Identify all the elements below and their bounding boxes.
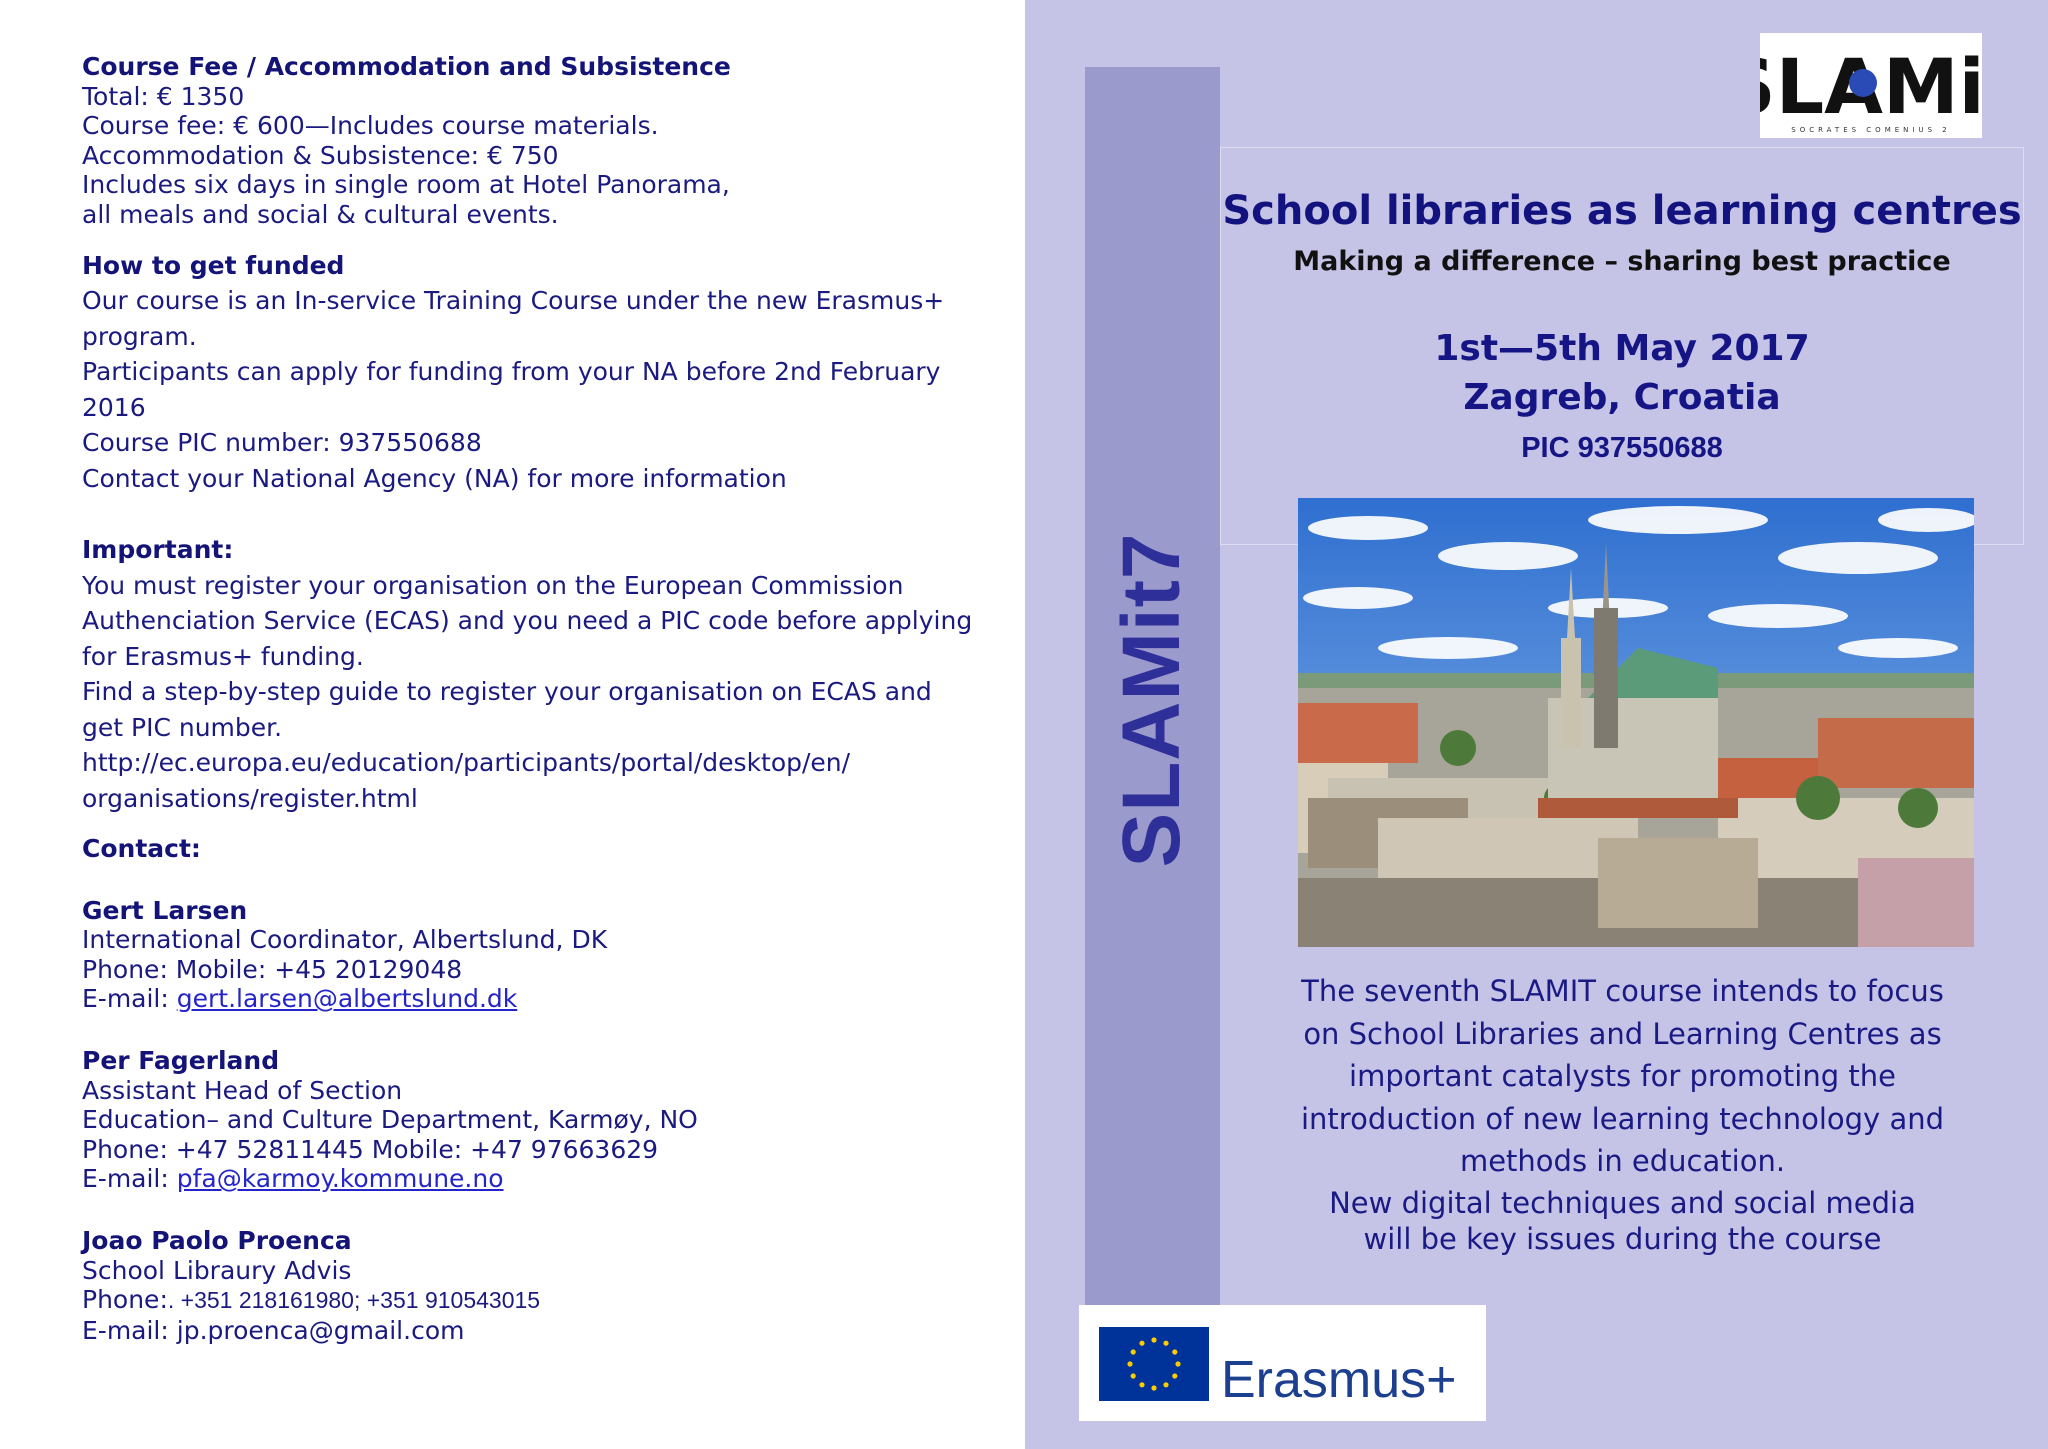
logo-tagline: SOCRATES COMENIUS 2 — [1791, 126, 1951, 134]
contact-heading: Contact: — [82, 834, 201, 864]
important-line: for Erasmus+ funding. — [82, 641, 364, 671]
erasmus-logo — [1079, 1305, 1486, 1421]
eu-star-icon — [1131, 1373, 1136, 1378]
ecas-url[interactable]: organisations/register.html — [82, 783, 418, 813]
funding-line: Contact your National Agency (NA) for more information — [82, 463, 787, 493]
contact-email-line: E-mail: jp.proenca@gmail.com — [82, 1315, 465, 1345]
fee-line: Accommodation & Subsistence: € 750 — [82, 140, 559, 170]
fee-line: all meals and social & cultural events. — [82, 199, 559, 229]
important-line: Find a step-by-step guide to register your organisation on ECAS and — [82, 677, 932, 707]
contact-name: Per Fagerland — [82, 1046, 280, 1076]
contact-card — [82, 896, 1002, 1014]
eu-star-icon — [1175, 1361, 1180, 1366]
eu-star-icon — [1151, 1337, 1156, 1342]
contact-email-row — [82, 984, 1002, 1014]
course-title: School libraries as learning centres — [1222, 188, 2022, 234]
fee-line: Includes six days in single room at Hotel Panorama, — [82, 170, 730, 200]
fee-line: Total: € 1350 — [82, 81, 245, 111]
slamit-logo — [1760, 33, 1982, 138]
description-line: will be key issues during the course — [1363, 1222, 1882, 1256]
pic-number: PIC 937550688 — [1521, 432, 1723, 464]
fee-heading: Course Fee / Accommodation and Subsistence — [82, 52, 731, 81]
contact-line: Assistant Head of Section — [82, 1075, 403, 1105]
eu-star-icon — [1151, 1385, 1156, 1390]
vertical-title: SLAMit7 — [1106, 532, 1197, 868]
zagreb-cathedral-photo — [1298, 498, 1974, 947]
ecas-url[interactable]: http://ec.europa.eu/education/participants/portal/desktop/en/ — [82, 748, 851, 778]
contact-phone-row — [82, 1285, 1002, 1316]
funding-line: 2016 — [82, 392, 146, 422]
left-content — [82, 52, 1002, 1345]
phone-value: . +351 218161980; +351 910543015 — [167, 1287, 541, 1314]
contact-card — [82, 1046, 1002, 1194]
eu-star-icon — [1139, 1341, 1144, 1346]
description-line: introduction of new learning technology and — [1301, 1101, 1944, 1136]
city-photo-illustration — [1298, 498, 1974, 947]
phone-label: Phone: — [82, 1285, 168, 1315]
course-description — [1245, 970, 2000, 1183]
funding-heading: How to get funded — [82, 250, 345, 280]
course-city: Zagreb, Croatia — [1463, 377, 1781, 418]
eu-star-icon — [1172, 1349, 1177, 1354]
eu-star-icon — [1139, 1382, 1144, 1387]
course-subtitle: Making a difference – sharing best practice — [1293, 246, 1951, 277]
description-line: on School Libraries and Learning Centres as — [1303, 1016, 1942, 1051]
description-line: New digital techniques and social media — [1329, 1186, 1916, 1220]
fee-line: Course fee: € 600—Includes course materials. — [82, 111, 659, 141]
important-section — [82, 532, 1002, 816]
eu-star-icon — [1131, 1349, 1136, 1354]
contact-name: Joao Paolo Proenca — [82, 1226, 352, 1255]
email-link[interactable]: gert.larsen@albertslund.dk — [176, 984, 518, 1014]
funding-section — [82, 248, 1002, 497]
contact-line: School Libraury Advis — [82, 1255, 352, 1285]
eu-star-icon — [1127, 1361, 1132, 1366]
slamit-logo-graphic — [1760, 33, 1982, 138]
description-line: The seventh SLAMIT course intends to focus — [1301, 974, 1944, 1008]
funding-line: Participants can apply for funding from your NA before 2nd February — [82, 357, 941, 387]
important-line: You must register your organisation on the European Commission — [82, 570, 904, 600]
contact-email-row — [82, 1164, 1002, 1194]
contact-line: Phone: Mobile: +45 20129048 — [82, 954, 463, 984]
erasmus-logo-graphic — [1079, 1305, 1486, 1421]
description-line: important catalysts for promoting the — [1349, 1059, 1896, 1093]
email-label: E-mail: — [82, 1164, 177, 1194]
funding-line: Our course is an In-service Training Course under the new Erasmus+ — [82, 286, 945, 316]
funding-line: Course PIC number: 937550688 — [82, 428, 482, 458]
important-line: Authenciation Service (ECAS) and you need a PIC code before applying — [82, 606, 973, 636]
contact-line: Phone: +47 52811445 Mobile: +47 97663629 — [82, 1134, 659, 1164]
email-label: E-mail: — [82, 984, 177, 1014]
contact-line: International Coordinator, Albertslund, DK — [82, 925, 608, 955]
erasmus-logo-text: Erasmus+ — [1221, 1351, 1457, 1409]
eu-globe-icon — [1849, 69, 1877, 97]
funding-line: program. — [82, 321, 197, 351]
fee-section — [82, 52, 1002, 230]
contact-line: Education– and Culture Department, Karmøy, NO — [82, 1105, 698, 1135]
email-link[interactable]: pfa@karmoy.kommune.no — [176, 1164, 504, 1194]
important-heading: Important: — [82, 535, 234, 565]
important-line: get PIC number. — [82, 712, 283, 742]
course-date: 1st—5th May 2017 — [1434, 328, 1810, 369]
contact-card — [82, 1226, 1002, 1345]
contact-name: Gert Larsen — [82, 895, 248, 925]
eu-star-icon — [1163, 1341, 1168, 1346]
course-description-extra — [1245, 1185, 2000, 1257]
description-line: methods in education. — [1459, 1144, 1786, 1178]
eu-star-icon — [1163, 1382, 1168, 1387]
eu-star-icon — [1172, 1373, 1177, 1378]
